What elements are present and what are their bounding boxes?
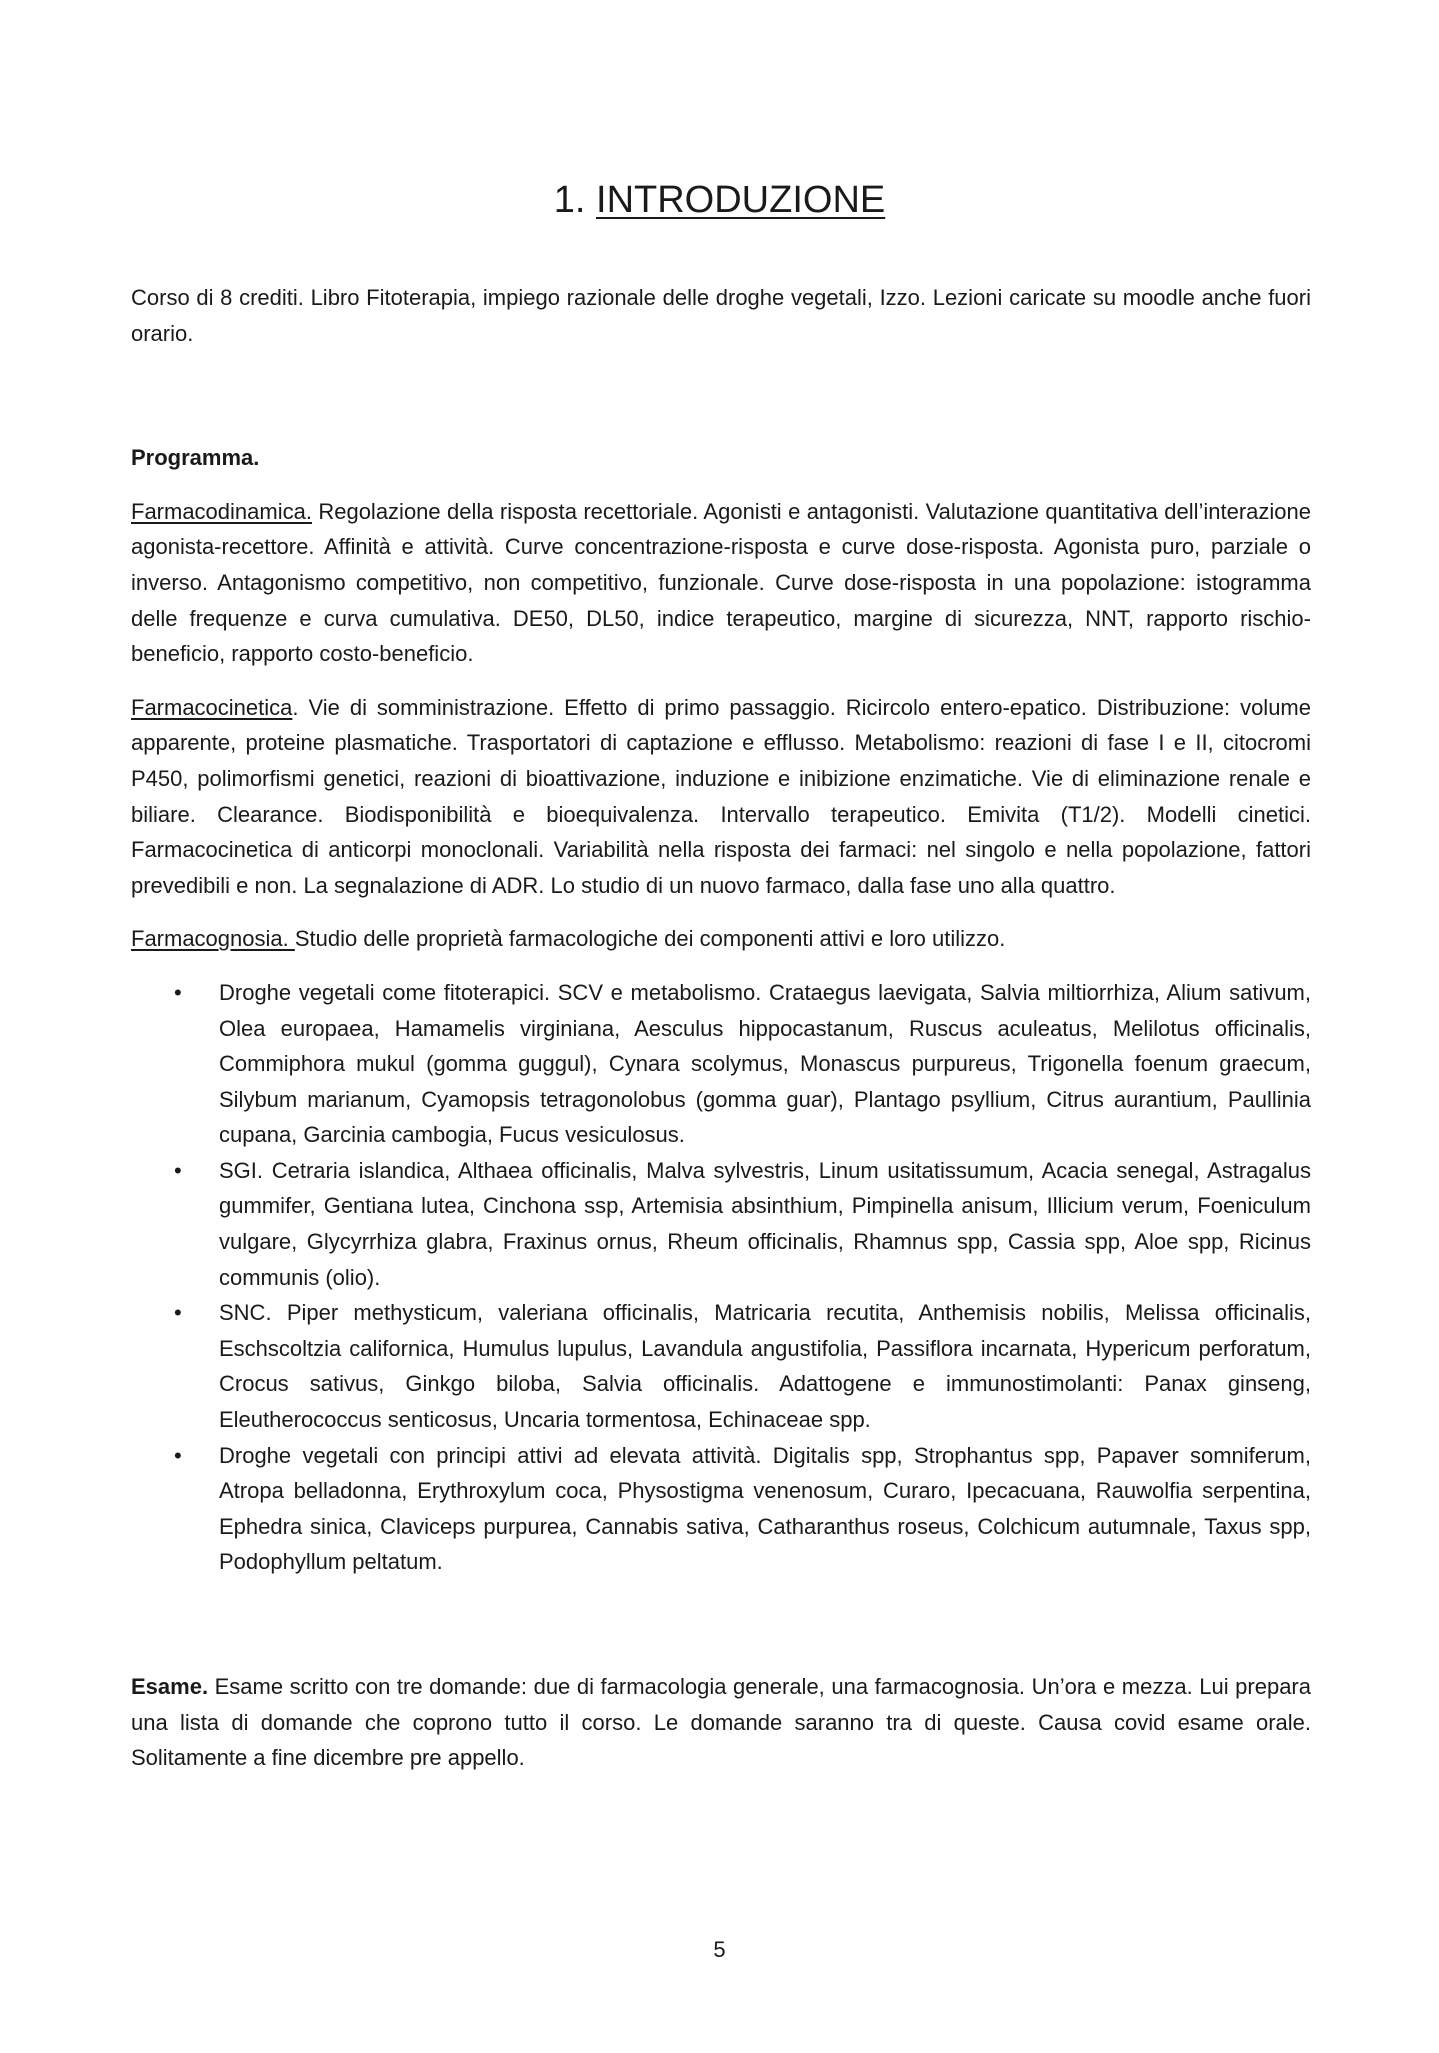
page-number: 5 [713,1937,726,1962]
list-item [131,1438,1311,1580]
bullet-icon: • [174,1157,182,1183]
section-farmacognosia [131,921,1311,957]
bullet-icon: • [174,1300,182,1326]
section-text: Regolazione della risposta recettoriale. Agonisti e antagonisti. Valutazione quantitativa dell’interazione agonista-recettore. Affinità e attività. Curve concentrazione-risposta e curve dose-risposta. Agonista puro, parziale o inverso. Antagonismo competitivo, non competitivo, funzionale. Curve dose-risposta in una popolazione: istogramma delle frequenze e curva cumulativa. DE50, DL50, indice terapeutico, margine di sicurezza, NNT, rapporto rischio-beneficio, rapporto costo-beneficio. [131,498,1311,667]
exam-label: Esame. [131,1674,209,1699]
section-farmacodinamica [131,494,1311,672]
section-text: . Vie di somministrazione. Effetto di primo passaggio. Ricircolo entero-epatico. Distribuzione: volume apparente, proteine plasmatiche. Trasportatori di captazione e efflusso. Metabolismo: reazioni di fase I e II, citocromi P450, polimorfismi genetici, reazioni di bioattivazione, induzione e inibizione enzimatiche. Vie di eliminazione renale e biliare. Clearance. Biodisponibilità e bioequivalenza. Intervallo terapeutico. Emivita (T1/2). Modelli cinetici. Farmacocinetica di anticorpi monoclonali. Variabilità nella risposta dei farmaci: nel singolo e nella popolazione, fattori prevedibili e non. La segnalazione di ADR. Lo studio di un nuovo farmaco, dalla fase uno alla quattro. [131,694,1311,898]
section-label: Farmacodinamica. [131,498,312,524]
section-text: Studio delle proprietà farmacologiche dei componenti attivi e loro utilizzo. [294,926,1006,952]
list-item-text: Droghe vegetali con principi attivi ad elevata attività. Digitalis spp, Strophantus spp, Papaver somniferum, Atropa belladonna, Erythroxylum coca, Physostigma venenosum, Curaro, Ipecacuana, Rauwolfia serpentina, Ephedra sinica, Claviceps purpurea, Cannabis sativa, Catharanthus roseus, Colchicum autumnale, Taxus spp, Podophyllum peltatum. [219,1442,1311,1575]
bullet-icon: • [174,979,182,1005]
bullet-icon: • [174,1442,182,1468]
page-title [0,174,1439,226]
intro-paragraph: Corso di 8 crediti. Libro Fitoterapia, impiego razionale delle droghe vegetali, Izzo. Lezioni caricate su moodle anche fuori orario. [131,285,1311,346]
section-label: Farmacognosia. [131,926,295,952]
list-item-text: SGI. Cetraria islandica, Althaea officinalis, Malva sylvestris, Linum usitatissumum, Acacia senegal, Astragalus gummifer, Gentiana lutea, Cinchona ssp, Artemisia absinthium, Pimpinella anisum, Illicium verum, Foeniculum vulgare, Glycyrrhiza glabra, Fraxinus ornus, Rheum officinalis, Rhamnus spp, Cassia spp, Aloe spp, Ricinus communis (olio). [219,1157,1311,1290]
document-body [131,280,1311,1776]
list-item-text: Droghe vegetali come fitoterapici. SCV e metabolismo. Crataegus laevigata, Salvia miltiorrhiza, Alium sativum, Olea europaea, Hamamelis virginiana, Aesculus hippocastanum, Ruscus aculeatus, Melilotus officinalis, Commiphora mukul (gomma guggul), Cynara scolymus, Monascus purpureus, Trigonella foenum graecum, Silybum marianum, Cyamopsis tetragonolobus (gomma guar), Plantago psyllium, Citrus aurantium, Paullinia cupana, Garcinia cambogia, Fucus vesiculosus. [219,979,1311,1148]
title-text: INTRODUZIONE [596,179,886,221]
program-heading: Programma. [131,445,260,471]
list-item-text: SNC. Piper methysticum, valeriana officinalis, Matricaria recutita, Anthemisis nobilis, Melissa officinalis, Eschscoltzia californica, Humulus lupulus, Lavandula angustifolia, Passiflora incarnata, Hypericum perforatum, Crocus sativus, Ginkgo biloba, Salvia officinalis. Adattogene e immunostimolanti: Panax ginseng, Eleutherococcus senticosus, Uncaria tormentosa, Echinaceae spp. [219,1300,1311,1433]
list-item [131,1153,1311,1295]
list-item [131,975,1311,1153]
exam-paragraph [131,1669,1311,1776]
section-farmacocinetica [131,690,1311,904]
list-item [131,1295,1311,1437]
drug-list [131,975,1311,1580]
title-number: 1. [553,179,586,221]
exam-text: Esame scritto con tre domande: due di farmacologia generale, una farmacognosia. Un’ora e mezza. Lui prepara una lista di domande che coprono tutto il corso. Le domande saranno tra di queste. Causa covid esame orale. Solitamente a fine dicembre pre appello. [131,1674,1311,1771]
section-label: Farmacocinetica [131,694,293,720]
